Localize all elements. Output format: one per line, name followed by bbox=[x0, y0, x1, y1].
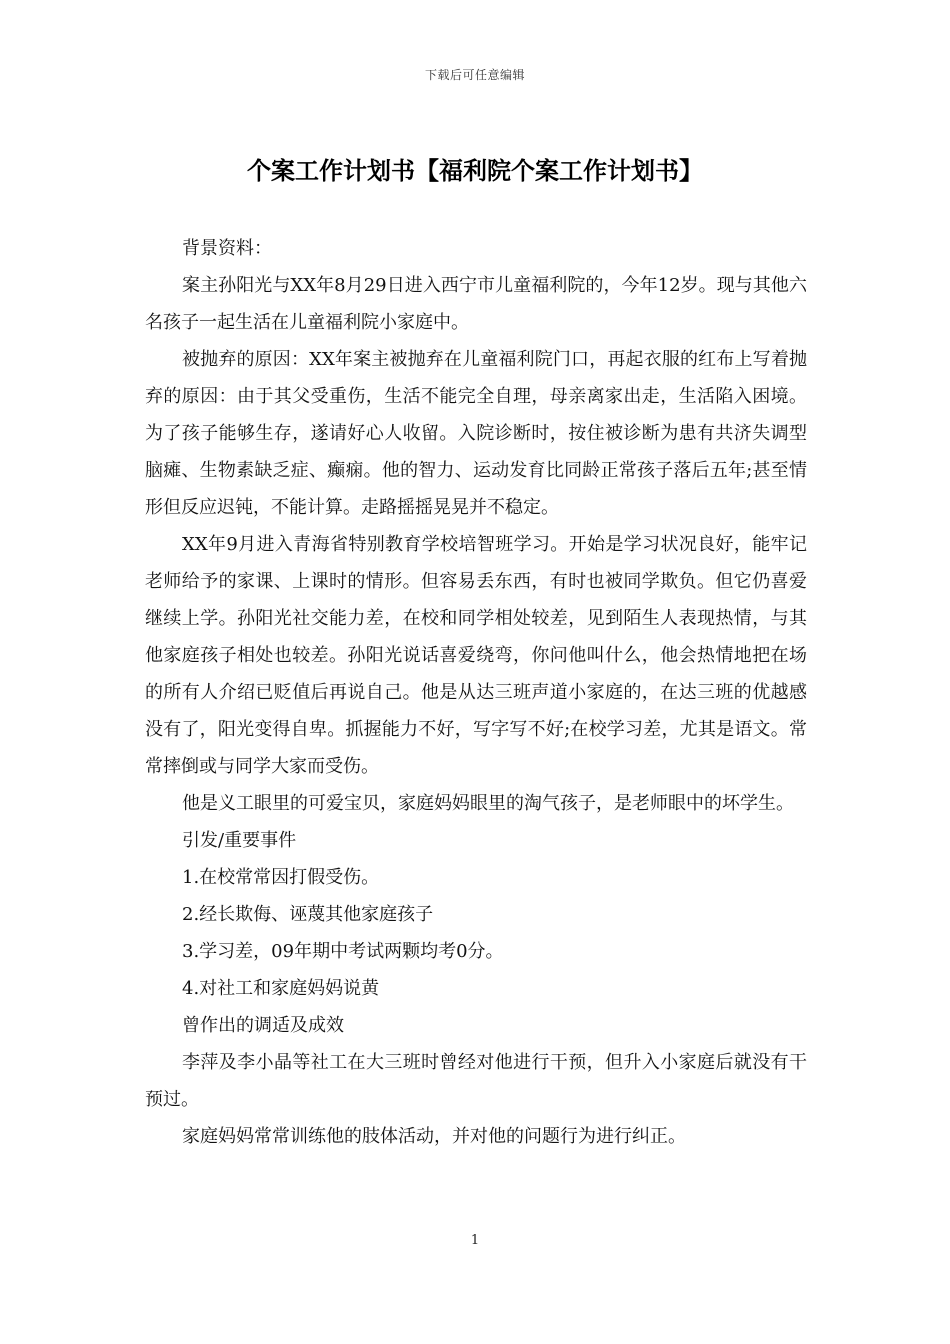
paragraph-background-heading: 背景资料： bbox=[182, 238, 272, 259]
paragraph-events-heading: 引发/重要事件 bbox=[182, 830, 297, 851]
list-item-event-2: 2.经长欺侮、诬蔑其他家庭孩子 bbox=[182, 904, 434, 925]
paragraph-perceptions: 他是义工眼里的可爱宝贝，家庭妈妈眼里的淘气孩子，是老师眼中的坏学生。 bbox=[182, 793, 794, 814]
header-note: 下载后可任意编辑 bbox=[424, 68, 525, 82]
paragraph-adjustments-heading: 曾作出的调适及成效 bbox=[182, 1015, 344, 1036]
paragraph-social-worker-intervention: 李萍及李小晶等社工在大三班时曾经对他进行干预，但升入小家庭后就没有干预过。 bbox=[145, 1052, 807, 1110]
paragraph-abandonment-reason: 被抛弃的原因：XX年案主被抛弃在儿童福利院门口，再起衣服的红布上写着抛弃的原因：由于其父受重伤，生活不能完全自理，母亲离家出走，生活陷入困境。为了孩子能够生存，遂请好心人收留。入院诊断时，按住被诊断为患有共济失调型脑瘫、生物素缺乏症、癫痫。他的智力、运动发育比同龄正常孩子落后五年;甚至情形但反应迟钝，不能计算。走路摇摇晃晃并不稳定。 bbox=[145, 349, 807, 518]
list-item-event-1: 1.在校常常因打假受伤。 bbox=[182, 867, 380, 888]
document-title: 个案工作计划书【福利院个案工作计划书】 bbox=[247, 156, 703, 185]
list-item-event-4: 4.对社工和家庭妈妈说黄 bbox=[182, 978, 380, 999]
paragraph-case-intro: 案主孙阳光与XX年8月29日进入西宁市儿童福利院的，今年12岁。现与其他六名孩子一起生活在儿童福利院小家庭中。 bbox=[145, 275, 807, 333]
page-number: 1 bbox=[470, 1233, 480, 1248]
list-item-event-3: 3.学习差，09年期中考试两颗均考0分。 bbox=[182, 941, 504, 962]
document-body bbox=[145, 230, 807, 1155]
paragraph-school-life: XX年9月进入青海省特别教育学校培智班学习。开始是学习状况良好，能牢记老师给予的家课、上课时的情形。但容易丢东西，有时也被同学欺负。但它仍喜爱继续上学。孙阳光社交能力差，在校和同学相处较差，见到陌生人表现热情，与其他家庭孩子相处也较差。孙阳光说话喜爱绕弯，你问他叫什么，他会热情地把在场的所有人介绍已贬值后再说自己。他是从达三班声道小家庭的，在达三班的优越感没有了，阳光变得自卑。抓握能力不好，写字写不好;在校学习差，尤其是语文。常常摔倒或与同学大家而受伤。 bbox=[145, 534, 807, 777]
paragraph-family-mother-training: 家庭妈妈常常训练他的肢体活动，并对他的问题行为进行纠正。 bbox=[182, 1126, 686, 1147]
